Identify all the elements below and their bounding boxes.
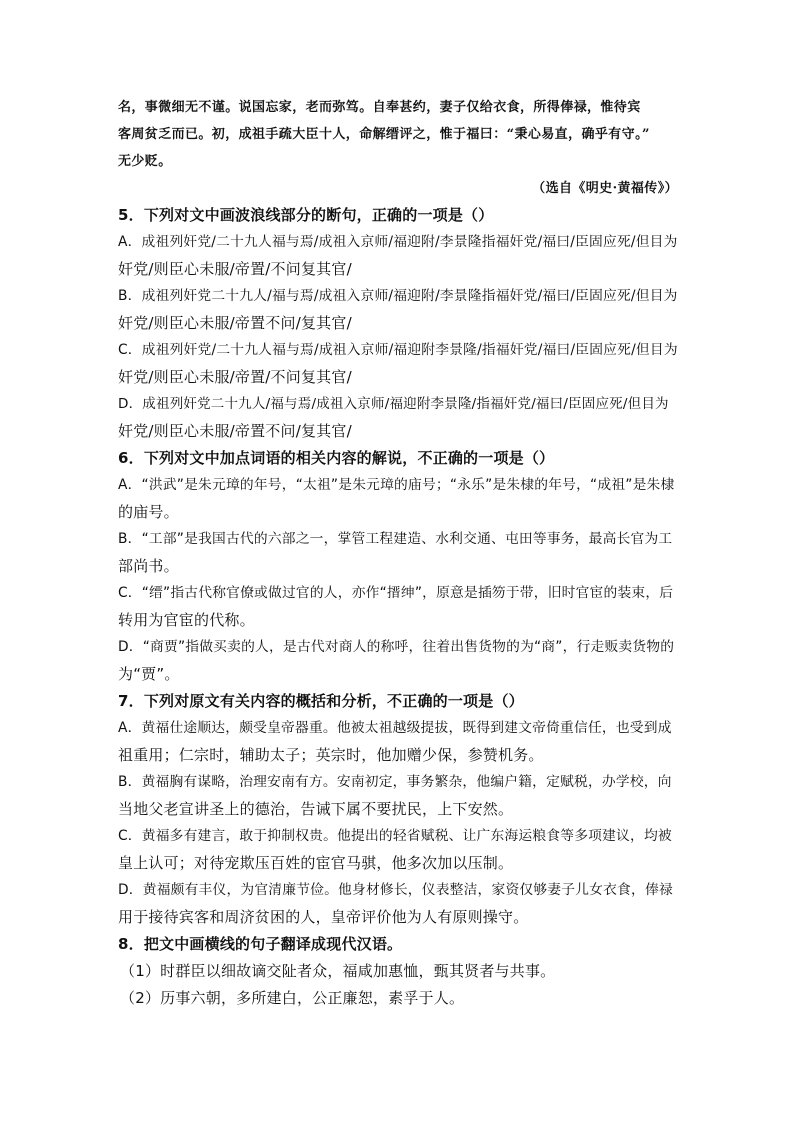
option-line: 为“贾”。 — [118, 665, 180, 683]
option-line: D．黄福颇有丰仪，为官清廉节俭。他身材修长，仪表整洁，家资仅够妻子儿女衣食，俸禄 — [118, 882, 673, 898]
option-line: 转用为官宦的代称。 — [118, 611, 255, 629]
option-line: 奸党/则臣心未服/帝置/不问复其官/ — [118, 368, 352, 386]
passage-line: 名，事微细无不谨。说国忘家，老而弥笃。自奉甚约，妻子仅给衣食，所得俸禄，惟待宾 — [118, 100, 641, 115]
option-line: 奸党/则臣心未服/帝置不问/复其官/ — [118, 314, 352, 332]
option-d — [118, 877, 678, 931]
question-6 — [118, 445, 678, 688]
question-5 — [118, 202, 678, 445]
option-d — [118, 634, 678, 688]
option-b — [118, 283, 678, 337]
option-line: C．成祖列奸党/二十九人福与焉/成祖入京师/福迎附李景隆/指福奸党/福曰/臣固应死/但目为 — [118, 342, 678, 358]
document-page — [118, 94, 678, 1012]
option-line: B．黄福胸有谋略，治理安南有方。安南初定，事务繁杂，他编户籍，定赋税，办学校，向 — [118, 774, 672, 790]
option-line: 奸党/则臣心未服/帝置不问/复其官/ — [118, 422, 352, 440]
option-b — [118, 526, 678, 580]
option-a — [118, 229, 678, 283]
option-a — [118, 472, 678, 526]
translation-sentence-2: （2）历事六朝，多所建白，公正廉恕，素孚于人。 — [120, 989, 465, 1007]
option-line: 部尚书。 — [118, 557, 179, 575]
translation-sentence-1: （1）时群臣以细故谪交阯者众，福咸加惠恤，甄其贤者与共事。 — [120, 962, 556, 980]
passage-source: （选自《明史·黄福传》） — [532, 181, 678, 196]
option-c — [118, 580, 678, 634]
option-line: 祖重用；仁宗时，辅助太子；英宗时，他加赠少保，参赞机务。 — [118, 746, 544, 764]
option-line: B．“工部”是我国古代的六部之一，掌管工程建造、水利交通、屯田等事务，最高长官为工 — [118, 531, 673, 547]
question-stem: 6．下列对文中加点词语的相关内容的解说，不正确的一项是（） — [118, 449, 555, 467]
question-stem: 7．下列对原文有关内容的概括和分析，不正确的一项是（） — [118, 692, 524, 710]
option-d — [118, 391, 678, 445]
passage-line: 无少贬。 — [118, 154, 172, 169]
option-b — [118, 769, 678, 823]
option-line: A．黄福仕途顺达，颇受皇帝器重。他被太祖越级提拔，既得到建文帝倚重信任，也受到成 — [118, 720, 672, 736]
option-line: 用于接待宾客和周济贫困的人，皇帝评价他为人有原则操守。 — [118, 908, 529, 926]
option-line: C．“缙”指古代称官僚或做过官的人，亦作“搢绅”，原意是插笏于带，旧时官宦的装束，后 — [118, 585, 674, 601]
option-line: D．“商贾”指做买卖的人，是古代对商人的称呼，往着出售货物的为“商”，行走贩卖货物的 — [118, 639, 675, 655]
option-line: 皇上认可；对待宠欺压百姓的宦官马骐，他多次加以压制。 — [118, 854, 514, 872]
passage-line: 客周贫乏而已。初，成祖手疏大臣十人，命解缙评之，惟于福曰：“秉心易直，确乎有守。” — [118, 127, 650, 142]
option-line: 的庙号。 — [118, 503, 179, 521]
question-stem: 5．下列对文中画波浪线部分的断句，正确的一项是（） — [118, 206, 494, 224]
option-line: C．黄福多有建言，敢于抑制权贵。他提出的轻省赋税、让广东海运粮食等多项建议，均被 — [118, 828, 672, 844]
option-line: D．成祖列奸党二十九人/福与焉/成祖入京师/福迎附李景隆/指福奸党/福曰/臣固应死/但目为 — [118, 396, 669, 412]
question-stem: 8．把文中画横线的句子翻译成现代汉语。 — [118, 935, 403, 953]
option-a — [118, 715, 678, 769]
question-7 — [118, 688, 678, 931]
question-8 — [118, 931, 678, 1012]
option-c — [118, 337, 678, 391]
option-line: 奸党/则臣心未服/帝置/不问复其官/ — [118, 260, 352, 278]
option-line: B．成祖列奸党二十九人/福与焉/成祖入京师/福迎附/李景隆指福奸党/福曰/臣固应死/但目为 — [118, 288, 678, 304]
option-c — [118, 823, 678, 877]
passage-excerpt — [118, 94, 678, 202]
option-line: A．成祖列奸党/二十九人福与焉/成祖入京师/福迎附/李景隆指福奸党/福曰/臣固应死/但目为 — [118, 234, 678, 250]
option-line: A．“洪武”是朱元璋的年号，“太祖”是朱元璋的庙号；“永乐”是朱棣的年号，“成祖”是朱棣 — [118, 477, 675, 493]
option-line: 当地父老宣讲圣上的德治，告诫下属不要扰民，上下安然。 — [118, 800, 514, 818]
